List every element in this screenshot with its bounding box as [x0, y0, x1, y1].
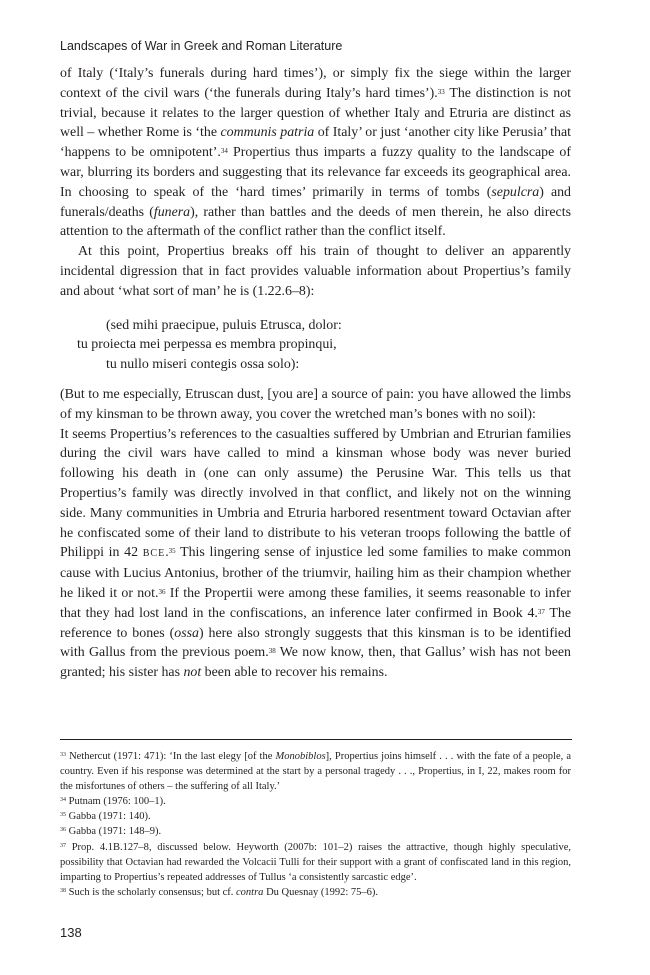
footnote-text: ], Propertius joins himself . . . with the fate of a people, a country. Even if his response was determined at the start by a personal tragedy . . ., Propertius, in I, 22, makes room for the misfortunes of others – the suffering of all Italy.’ [60, 751, 571, 793]
footnote-34 [60, 794, 571, 809]
p1-italic-sepulcra: sepulcra [491, 184, 540, 200]
footnote-italic-monobiblos: Monobiblos [275, 751, 326, 762]
footnote-number: 38 [60, 887, 66, 894]
footnote-ref-34[interactable]: 34 [220, 147, 228, 156]
footnote-38 [60, 885, 571, 900]
page-number: 138 [60, 925, 82, 940]
running-header: Landscapes of War in Greek and Roman Literature [60, 39, 343, 53]
p3-italic-ossa: ossa [174, 625, 199, 641]
footnote-divider [60, 739, 572, 740]
verse-line-2: tu proiecta mei perpessa es membra propinqui, [77, 337, 337, 353]
footnote-text: Putnam (1976: 100–1). [66, 796, 166, 808]
p3-small-caps-bce: BCE [142, 548, 166, 560]
footnote-ref-38[interactable]: 38 [268, 647, 276, 656]
latin-verse-quote [60, 316, 571, 375]
p3-text-h: been able to recover his remains. [201, 665, 388, 681]
footnote-text: Gabba (1971: 148–9). [66, 826, 162, 838]
footnote-ref-35[interactable]: 35 [168, 547, 176, 556]
footnote-ref-36[interactable]: 36 [158, 587, 166, 596]
footnote-number: 34 [60, 797, 66, 804]
footnotes [60, 749, 571, 900]
p3-text-a: It seems Propertius’s references to the casualties suffered by Umbrian and Etrurian families during the civil wars have called to mind a kinsman whose body was never buried following his death in (one can only assume) the Perusine War. This tells us that Propertius’s family was directly involved in that conflict, and likely not on the winning side. Many communities in Umbria and Etruria harbored resentment toward Octavian after he confiscated some of their land to distribute to his veteran troops following the battle of Philippi in 42 [60, 426, 571, 561]
footnote-text: Such is the scholarly consensus; but cf. [66, 886, 237, 898]
main-text [60, 64, 571, 683]
p3-text-g: We now know, then, that Gallus’ wish has not been granted; his sister has [60, 645, 572, 681]
footnote-33 [60, 749, 571, 794]
p3-text-f: ) here also strongly suggests that this kinsman is to be identified with Gallus from the previous poem. [60, 625, 572, 661]
footnote-number: 36 [60, 827, 66, 834]
footnote-italic-contra: contra [236, 886, 264, 898]
footnote-text: Du Quesnay (1992: 75–6). [263, 886, 379, 898]
footnote-number: 35 [60, 812, 66, 819]
p3-text-e: The reference to bones ( [60, 605, 571, 641]
p1-text-b: The distinction is not trivial, because it relates to the larger question of whether Italy and Etruria are distinct as well – whether Rome is ‘the [60, 85, 572, 141]
p3-italic-not: not [183, 665, 202, 681]
p1-text-a: of Italy (‘Italy’s funerals during hard times’), or simply fix the siege within the larger context of the civil wars (‘the funerals during Italy’s hard times’). [60, 66, 571, 101]
p1-text-c: of Italy’ or just ‘another city like Perusia’ that ‘happens to be omnipotent’. [60, 125, 572, 161]
paragraph-3 [60, 425, 571, 683]
p3-text-d: If the Propertii were among these families, it seems reasonable to infer that they had lost land in the confiscations, an inference later confirmed in Book 4. [60, 585, 571, 621]
p3-text-b: . [165, 545, 169, 561]
footnote-text: Prop. 4.1B.127–8, discussed below. Heyworth (2007b: 101–2) raises the attractive, though highly speculative, possibility that Octavian had rewarded the Volcacii Tulli for their support with a grant of confiscated land in this region, imparting to Propertius’s repeated addresses of Tullus ‘a consistently sarcastic edge’. [60, 841, 571, 883]
footnote-number: 37 [60, 842, 66, 849]
footnote-ref-33[interactable]: 33 [437, 87, 445, 96]
p1-text-f: ), rather than battles and the deeds of men therein, he also directs attention to the aftermath of the conflict rather than the conflict itself. [60, 204, 571, 240]
footnote-text: Nethercut (1971: 471): ‘In the last elegy [of the [66, 751, 276, 762]
p1-text-d: Propertius thus imparts a fuzzy quality to the landscape of war, blurring its borders and suggesting that its relevance far exceeds its geographical area. In choosing to speak of the ‘hard times’ primarily in terms of tombs ( [60, 145, 571, 200]
p3-text-c: This lingering sense of injustice led some families to make common cause with Lucius Antonius, brother of the triumvir, hailing him as their champion whether he liked it or not. [60, 545, 571, 601]
footnote-36 [60, 824, 571, 839]
footnote-text: Gabba (1971: 140). [66, 811, 151, 823]
p1-italic-communis-patria: communis patria [220, 125, 315, 141]
verse-line-3: tu nullo miseri contegis ossa solo): [106, 357, 300, 373]
verse-translation: (But to me especially, Etruscan dust, [you are] a source of pain: you have allowed the limbs of my kinsman to be thrown away, you cover the wretched man’s bones with no soil): [60, 386, 571, 422]
p1-text-e: ) and funerals/deaths ( [60, 184, 572, 220]
paragraph-1 [60, 64, 571, 242]
paragraph-2: At this point, Propertius breaks off his train of thought to deliver an apparently incidental digression that in fact provides valuable information about Propertius’s family and about ‘what sort of man’ he is (1.22.6–8): [60, 244, 571, 299]
footnote-number: 33 [60, 752, 66, 758]
footnote-ref-37[interactable]: 37 [537, 607, 545, 616]
footnote-37 [60, 840, 571, 885]
p1-italic-funera: funera [153, 204, 191, 220]
footnote-35 [60, 809, 571, 824]
verse-line-1: (sed mihi praecipue, puluis Etrusca, dolor: [106, 317, 342, 333]
